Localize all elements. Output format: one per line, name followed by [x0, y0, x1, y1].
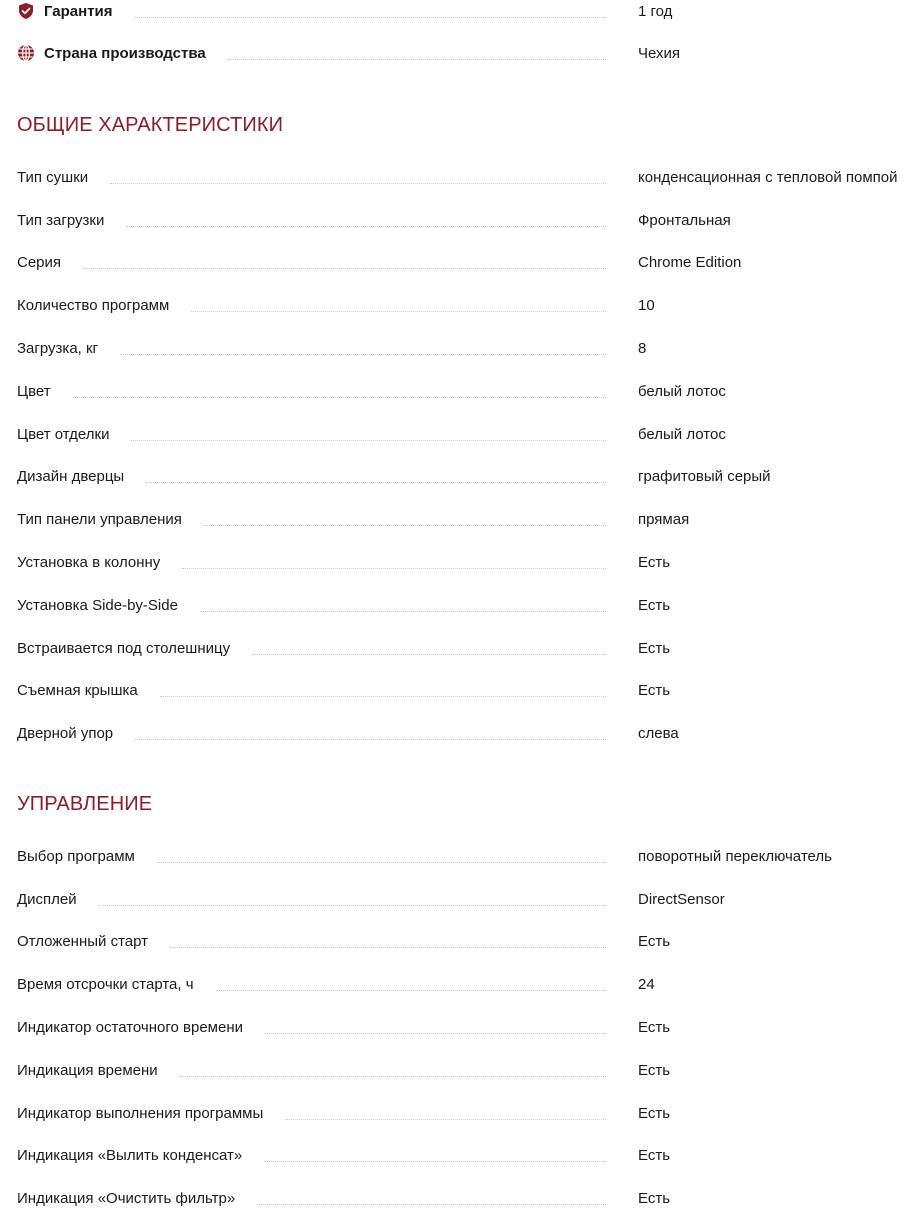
- spec-row: [17, 327, 920, 370]
- spec-label: Индикатор выполнения программы: [17, 1105, 285, 1122]
- spec-label: Выбор программ: [17, 848, 157, 865]
- spec-label: Индикация времени: [17, 1062, 180, 1079]
- dotted-leader: [131, 440, 606, 441]
- spec-value: поворотный переключатель: [638, 847, 832, 865]
- spec-label: Количество программ: [17, 297, 191, 314]
- spec-value: белый лотос: [638, 382, 726, 400]
- spec-row-country: [17, 32, 920, 74]
- section-title: ОБЩИЕ ХАРАКТЕРИСТИКИ: [17, 114, 284, 136]
- spec-label: Серия: [17, 254, 83, 271]
- dotted-leader: [126, 226, 606, 227]
- spec-value: 24: [638, 976, 655, 994]
- dotted-leader: [180, 1076, 606, 1077]
- spec-label: Цвет: [17, 383, 73, 400]
- spec-value: Есть: [638, 682, 671, 700]
- spec-label: Тип панели управления: [17, 511, 204, 528]
- spec-value: 10: [638, 297, 655, 315]
- spec-value: Чехия: [638, 44, 681, 62]
- spec-value: Chrome Edition: [638, 254, 742, 272]
- spec-row: [17, 498, 920, 541]
- spec-row: [17, 284, 920, 327]
- spec-value: DirectSensor: [638, 890, 725, 908]
- dotted-leader: [228, 59, 606, 60]
- spec-row: [17, 584, 920, 627]
- dotted-leader: [204, 525, 606, 526]
- dotted-leader: [83, 268, 606, 269]
- spec-row: [17, 627, 920, 670]
- section-general-rows: [17, 156, 920, 755]
- spec-row-warranty: [17, 0, 920, 32]
- dotted-leader: [157, 862, 606, 863]
- section-control: [17, 789, 920, 819]
- spec-row: [17, 670, 920, 713]
- spec-row: [17, 963, 920, 1006]
- spec-row: [17, 456, 920, 499]
- dotted-leader: [252, 654, 606, 655]
- spec-value: конденсационная с тепловой помпой: [638, 168, 898, 186]
- dotted-leader: [160, 696, 606, 697]
- spec-value: Есть: [638, 554, 671, 572]
- spec-label: Гарантия: [44, 3, 135, 20]
- dotted-leader: [182, 568, 606, 569]
- dotted-leader: [135, 17, 606, 18]
- spec-row: [17, 1177, 920, 1220]
- dotted-leader: [99, 905, 606, 906]
- spec-row: [17, 835, 920, 878]
- spec-label: Установка в колонну: [17, 554, 182, 571]
- spec-row: [17, 878, 920, 921]
- spec-value: 8: [638, 340, 647, 358]
- spec-value: Есть: [638, 1147, 671, 1165]
- spec-row: [17, 1135, 920, 1178]
- section-title: УПРАВЛЕНИЕ: [17, 793, 153, 815]
- spec-label: Тип сушки: [17, 169, 110, 186]
- dotted-leader: [216, 990, 606, 991]
- spec-value: Фронтальная: [638, 211, 731, 229]
- spec-row: [17, 921, 920, 964]
- spec-label: Тип загрузки: [17, 212, 126, 229]
- spec-row: [17, 413, 920, 456]
- spec-value: белый лотос: [638, 425, 726, 443]
- spec-value: Есть: [638, 933, 671, 951]
- spec-value: Есть: [638, 1019, 671, 1037]
- spec-row: [17, 156, 920, 199]
- dotted-leader: [135, 739, 606, 740]
- dotted-leader: [73, 397, 606, 398]
- dotted-leader: [120, 354, 606, 355]
- spec-value: прямая: [638, 511, 690, 529]
- section-control-rows: [17, 835, 920, 1220]
- spec-label: Установка Side-by-Side: [17, 597, 200, 614]
- dotted-leader: [200, 611, 606, 612]
- spec-label: Дизайн дверцы: [17, 468, 146, 485]
- spec-row: [17, 1006, 920, 1049]
- spec-label: Индикация «Очистить фильтр»: [17, 1190, 257, 1207]
- spec-value: Есть: [638, 1190, 671, 1208]
- spec-label: Дисплей: [17, 891, 99, 908]
- spec-label: Индикатор остаточного времени: [17, 1019, 265, 1036]
- spec-value: 1 год: [638, 2, 673, 20]
- dotted-leader: [264, 1161, 606, 1162]
- spec-label: Отложенный старт: [17, 933, 170, 950]
- spec-row: [17, 1092, 920, 1135]
- spec-row: [17, 370, 920, 413]
- spec-label: Дверной упор: [17, 725, 135, 742]
- dotted-leader: [146, 482, 606, 483]
- dotted-leader: [257, 1204, 606, 1205]
- spec-label: Встраивается под столешницу: [17, 640, 252, 657]
- dotted-leader: [110, 183, 606, 184]
- dotted-leader: [170, 947, 606, 948]
- spec-row: [17, 1049, 920, 1092]
- spec-value: слева: [638, 725, 679, 743]
- spec-value: Есть: [638, 1104, 671, 1122]
- spec-value: Есть: [638, 1061, 671, 1079]
- spec-value: Есть: [638, 596, 671, 614]
- spec-row: [17, 242, 920, 285]
- spec-row: [17, 541, 920, 584]
- globe-icon: [17, 44, 35, 62]
- section-general: [17, 110, 920, 140]
- dotted-leader: [285, 1119, 606, 1120]
- top-specs: [17, 0, 920, 74]
- spec-label: Съемная крышка: [17, 682, 160, 699]
- spec-label: Загрузка, кг: [17, 340, 120, 357]
- spec-row: [17, 199, 920, 242]
- dotted-leader: [265, 1033, 606, 1034]
- spec-value: Есть: [638, 639, 671, 657]
- dotted-leader: [191, 311, 606, 312]
- spec-row: [17, 712, 920, 755]
- spec-label: Индикация «Вылить конденсат»: [17, 1147, 264, 1164]
- shield-check-icon: [17, 2, 35, 20]
- spec-value: графитовый серый: [638, 468, 771, 486]
- spec-label: Цвет отделки: [17, 426, 131, 443]
- spec-label: Время отсрочки старта, ч: [17, 976, 216, 993]
- spec-label: Страна производства: [44, 45, 228, 62]
